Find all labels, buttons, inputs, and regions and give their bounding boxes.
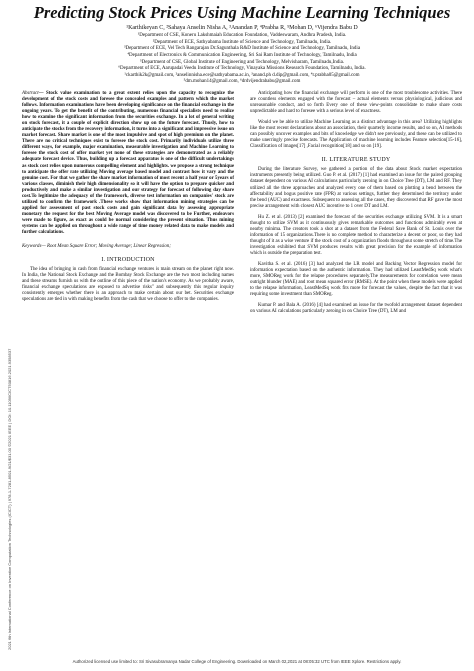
affiliation-1: ¹Department of CSE, Koneru Lakshmaiah Education Foundation, Vaddeswaram, Andhra Pradesh, India. [137, 33, 347, 39]
paragraph-hu: Hu Z. et al. (2013) [2] examined the forecast of the securities exchange utilizing SVM. It is a smart thought to utilize SVM as it continuously gives remarkable outcomes and functions admirably even at nearby minima. The creators took a shot at a dataset from the Federal Save Bank of St. Louis over the information of 15 organizations.There is no complete method to characterize a decent or poor, so they had thought of it as a wise venture if the stock cost of a organization floods throughout some stretch of time.The investigation exhibited that SVM produces results with great precision for the example of information which is outside the preparation test. [250, 214, 462, 256]
author-emails [22, 73, 462, 86]
email-line-2: ⁵dm.mohan14@gmail.com, ⁶drdvijendrababu@gmail.com [183, 79, 301, 85]
side-margin-note [6, 130, 16, 650]
paragraph-kumar: Kumar P. and Bala A. (2016) [4] had examined an issue for the twofold arrangement dataset dependent on various AI calculations particularly zeroing in on Choice Tree (DT), LM and [250, 303, 462, 315]
paper-title: Predicting Stock Prices Using Machine Learning Techniques [33, 3, 451, 22]
affiliation-3: ³Department of ECE, Vel Tech Rangarajan Dr.Sagunthala R&D Institute of Science and Technology, Tamilnadu, India [123, 46, 361, 52]
author-list: ¹Karthikeyan C, ²Sahaya Anselin Nisha A, ³Anandan P, ⁴Prabha R, ⁵Mohan D, ⁶Vijendra Babu D [126, 25, 358, 31]
intro-paragraph: The idea of bringing in cash from financial exchange ventures is main stream on the planet right now. In India, the National Stock Exchange and the Bombay Stock Exchange are the two most including names and these streams furnish us with the outline of this piece of the nation's economy. As we probably aware, financial exchange speculations are exposed to advertise risks" and subsequently this regular inquiry consistently emerges whether there is an approach to make certain about our bet. Securities exchange speculations are tied in with making benefits from the cash that we choose to offer to the companies. [22, 267, 234, 303]
paragraph-forecast-difficulty: Anticipating how the financial exchange will perform is one of the most troublesome activities. There are countless elements engaged with the forecast – actual elements versus physiological, judicious and unreasonable conduct, and so forth Every one of these view-points consolidate to make share costs unpredictable and hard to foresee with a serious level of exactness. [250, 90, 462, 115]
doi-citation: 2021 6th International Conference on Inventive Computation Technologies (ICICT) | 978-1-7281-8501-9/21/$31.00 ©2021 IEEE | DOI: 10.1109/ICICT50816.2021.9358537 [7, 348, 12, 650]
abstract-label: Abstract [22, 90, 39, 96]
paper-page [22, 4, 462, 320]
keywords-label: Keywords [22, 244, 42, 250]
paragraph-machine-learning: Would we be able to utilize Machine Learning as a distinct advantage in this area? Utilizing highlights like the most recent declarations about an association, their quarterly income results, and so on, AI methods can possibly uncover examples and bits of knowledge we didn't see previously, and these can be utilized to make unerringly precise forecasts. The Application of machine learning includes Feature selection[15-16], Classification of images[17] ,Facial recognition[18] and so on [19]. [250, 120, 462, 150]
section-heading-literature: II. LITERATURE STUDY [321, 157, 391, 164]
affiliation-4: ⁴Department of Electronics & Communication Engineering, Sri Sai Ram Institute of Technology, Tamilnadu, India [127, 52, 357, 58]
paragraph-guo: During the literature Survey, we gathered a portion of the data about Stock market expectation instruments presently being utilized. Guo P. et al. (2017) [1] had examined an issue for the paired grouping dataset dependent on various AI calculations particularly zeroing in on Choice Tree (DT), LM and RF. They utilized all the three approaches and analyzed every one of them based on plotting a bend between the affectability and bogus positive rate (FPR) at various settings, further they determined the territory under the bend (AUC) and exactness. Subsequent to assessing all the cases, they discovered that RF gave the most precise arrangement with closest AUC incentive to 1 over DT and LM. [250, 167, 462, 209]
affiliations [22, 33, 462, 73]
right-column [250, 91, 462, 320]
email-line-1: ¹ckarthik2k@gmail.com, ²anselinnisha.ece@sathyabama.ac.in, ³anand.ph d.dip@gmail.com, ⁴r.prabha05@gmail.com [124, 72, 360, 78]
two-column-body [22, 91, 462, 320]
keywords-text: — Root Mean Square Error; Moving Average; Linear Regression; [41, 244, 171, 250]
license-footer: Authorized licensed use limited to: Sri Sivasubramanya Nadar College of Engineering. Downloaded on March 02,2021 at 08:05:32 UTC from IEEE Xplore. Restrictions apply. [72, 659, 402, 664]
paragraph-kavitha: Kavitha S. et al. (2016) [3] had analyzed the LR model and Backing Vector Regression model for information expectation based on the authentic information. They had utilized LeastMedSq work what's more, SMOReg work for the relapse procedures separately.The measurements for correlation were mean outright blunder (MAE) and root mean squared error (RMSE). At the point when these models were applied to the relapse information, LeastMedSq work fits more for forecast the values, despite the fact that it was requiring some investment than SMOReg. [250, 262, 462, 298]
affiliation-5: ⁵Department of CSE, Global Institute of Engineering and Technology, Melvisharam, Tamilnadu,India. [139, 59, 345, 65]
section-heading-introduction: I. INTRODUCTION [101, 257, 155, 264]
keywords [22, 244, 234, 250]
abstract-text: — Stock value examination to a great extent relies upon the capacity to recognize the development of the stock costs and foresee the concealed examples and pattern which the market follows. Information examinations have been developing significance on the financial exchange in the ongoing years. To get the benefit of the contributing, numerous financial specialists need to realize how to examine the significant information from the securities exchange. In a lot of general writing on stock forecast, it a couple of explicit direction show up on the future forecast. Thusly, how to anticipate the stocks from the recovery information, it turns into a significant and impressive issue on market forecast. Share market is one of the most impulsive and spot of high premium on the planet. There are no critical techniques exist to foresee the stock cost. Primarily individuals utilize three different ways, for example, major examination, measurable investigation and Machine Learning to foresee the stock cost of offer market yet none of these strategies are demonstrated as a reliably adequate forecast device. Thus, building up a forecast apparatus is one of the difficult undertakings as stock cost relies upon numerous compelling element and highlights. we propose a strong technique to anticipate the offer rate utilizing Moving average based model and contrast how it vary and the genuine cost. For that we gather the share market information of most recent a half year or 5years of various classes, diminish their high dimensionality so it will have the option to prepare quicker and productively and make a similar investigation and our strategy for forecast of following day share cost.To legitimize the adequacy of the framework, diverse test information on companies' stock are utilized to confirm the framework .These works show that information mining strategies can be applied for assessment of past stock costs and gain significant data by assessing appropriate monetary the request for the best Moving Average model was discovered to be Further, endeavors were made to figure, as exact as could be normal considering the present situation. Thus mining systems can be applied on throughout a wide range of time money related data to make models and further calculations. [22, 90, 234, 236]
affiliation-6: ⁶Department of ECE, Aarupadai Veedu Institute of Technology, Vinayaka Missions Research Foundation, Tamilnadu, India. [118, 66, 366, 72]
abstract [22, 91, 234, 236]
affiliation-2: ²Department of ECE, Sathyabama Institute of Science and Technology, Tamilnadu, India. [152, 39, 332, 45]
left-column [22, 91, 234, 320]
